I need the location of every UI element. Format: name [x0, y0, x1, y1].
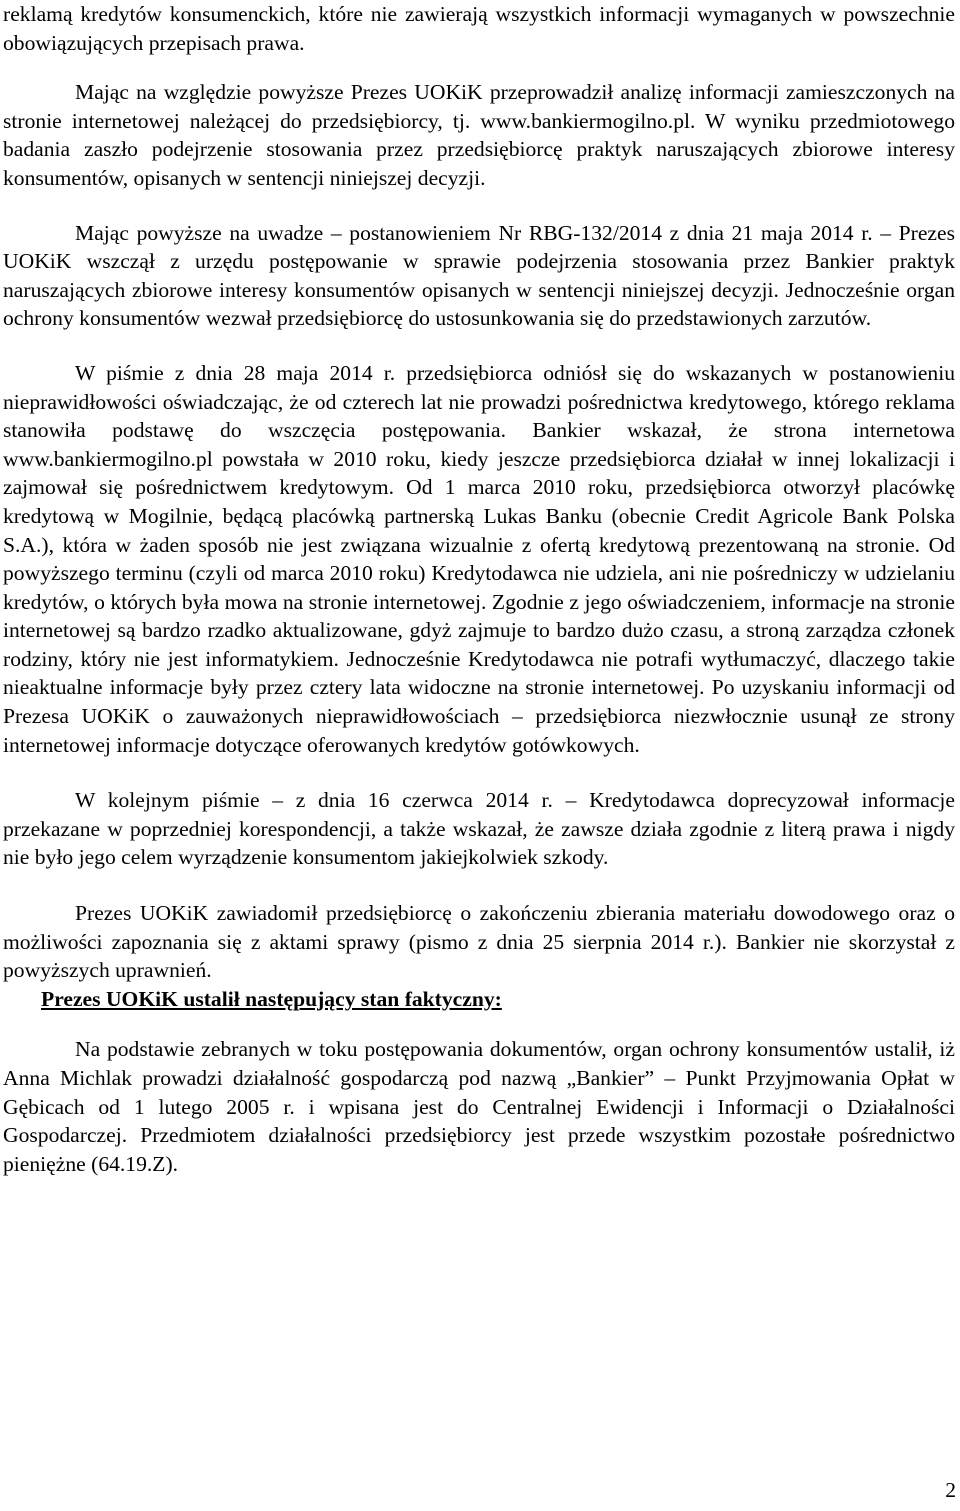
paragraph-follow-up-letter: W kolejnym piśmie – z dnia 16 czerwca 2014 r. – Kredytodawca doprecyzował informacje przekazane w poprzedniej korespondencji, a także wskazał, że zawsze działa zgodnie z literą prawa i nigdy nie było jego celem wyrządzenie konsumentom jakiejkolwiek szkody. — [3, 788, 955, 870]
paragraph-established-facts: Na podstawie zebranych w toku postępowania dokumentów, organ ochrony konsumentów ustalił, iż Anna Michlak prowadzi działalność gospodarczą pod nazwą „Bankier” – Punkt Przyjmowania Opłat w Gębicach od 1 lutego 2005 r. i wpisana jest do Centralnej Ewidencji i Informacji o Działalności Gospodarczej. Przedmiotem działalności przedsiębiorcy jest przede wszystkim pozostałe pośrednictwo pieniężne (64.19.Z). — [3, 1037, 955, 1176]
paragraph-proceeding-initiation: Mając powyższe na uwadze – postanowieniem Nr RBG-132/2014 z dnia 21 maja 2014 r. – Prezes UOKiK wszczął z urzędu postępowanie w sprawie podejrzenia stosowania przez Bankier praktyk naruszających zbiorowe interesy konsumentów opisanych w sentencji niniejszej decyzji. Jednocześnie organ ochrony konsumentów wezwał przedsiębiorcę do ustosunkowania się do przedstawionych zarzutów. — [3, 220, 955, 331]
section-heading: Prezes UOKiK ustalił następujący stan faktyczny: — [41, 986, 502, 1011]
paragraph-evidence-notice: Prezes UOKiK zawiadomił przedsiębiorcę o zakończeniu zbierania materiału dowodowego oraz o możliwości zapoznania się z aktami sprawy (pismo z dnia 25 sierpnia 2014 r.). Bankier nie skorzystał z powyższych uprawnień. — [3, 901, 955, 983]
page-number: 2 — [945, 1478, 956, 1502]
paragraph-continuation: reklamą kredytów konsumenckich, które nie zawierają wszystkich informacji wymaganych w powszechnie obowiązujących przepisach prawa. — [3, 2, 955, 55]
paragraph-company-response: W piśmie z dnia 28 maja 2014 r. przedsiębiorca odniósł się do wskazanych w postanowieniu nieprawidłowości oświadczając, że od czterech lat nie prowadzi pośrednictwa kredytowego, którego reklama stanowiła podstawę do wszczęcia postępowania. Bankier wskazał, że strona internetowa www.bankiermogilno.pl powstała w 2010 roku, kiedy jeszcze przedsiębiorca działał w innej lokalizacji i zajmował się pośrednictwem kredytowym. Od 1 marca 2010 roku, przedsiębiorca otworzył placówkę kredytową w Mogilnie, będącą placówką partnerską Lukas Banku (obecnie Credit Agricole Bank Polska S.A.), która w żaden sposób nie jest związana wizualnie z ofertą kredytową prezentowaną na stronie. Od powyższego terminu (czyli od marca 2010 roku) Kredytodawca nie udziela, ani nie pośredniczy w udzielaniu kredytów, o których była mowa na stronie internetowej. Zgodnie z jego oświadczeniem, informacje na stronie internetowej są bardzo rzadko aktualizowane, gdyż zajmuje to bardzo dużo czasu, a stroną zarządza członek rodziny, który nie jest informatykiem. Jednocześnie Kredytodawca nie potrafi wytłumaczyć, dlaczego takie nieaktualne informacje były przez cztery lata widoczne na stronie internetowej. Po uzyskaniu informacji od Prezesa UOKiK o zauważonych nieprawidłowościach – przedsiębiorca niezwłocznie usunął ze strony internetowej informacje dotyczące oferowanych kredytów gotówkowych. — [3, 360, 955, 757]
paragraph-analysis: Mając na względzie powyższe Prezes UOKiK przeprowadził analizę informacji zamieszczonych na stronie internetowej należącej do przedsiębiorcy, tj. www.bankiermogilno.pl. W wyniku przedmiotowego badania zaszło podejrzenie stosowania przez przedsiębiorcę praktyk naruszających zbiorowe interesy konsumentów, opisanych w sentencji niniejszej decyzji. — [3, 80, 955, 190]
document-body — [3, 0, 955, 1178]
